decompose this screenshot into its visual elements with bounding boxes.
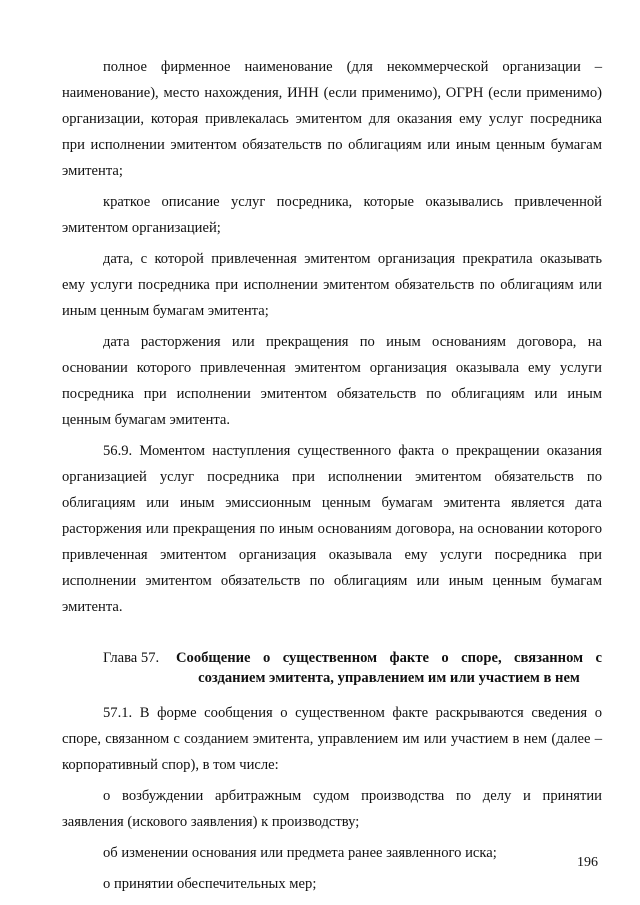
chapter-heading: [62, 648, 602, 688]
chapter-label: Глава 57.: [103, 650, 160, 666]
document-page: [62, 54, 602, 902]
list-item-proceedings: о возбуждении арбитражным судом производства по делу и принятии заявления (искового заявления) к производству;: [62, 788, 602, 830]
list-item-claim-change: об изменении основания или предмета ранее заявленного иска;: [103, 845, 497, 861]
paragraph-contract-termination: дата расторжения или прекращения по иным основаниям договора, на основании которого привлеченная эмитентом организация оказывала ему услуги посредника при исполнении эмитентом обязательств по облигациям или иным ценным бумагам эмитента.: [62, 334, 602, 428]
paragraph-service-description: краткое описание услуг посредника, которые оказывались привлеченной эмитентом организацией;: [62, 194, 602, 236]
paragraph-56-9: 56.9. Моментом наступления существенного факта о прекращении оказания организацией услуг посредника при исполнении эмитентом обязательств по облигациям или иным эмиссионным ценным бумагам эмитента является дата расторжения или прекращения по иным основаниям договора, на основании которого привлеченная эмитентом организация оказывала ему услуги посредника при исполнении эмитентом обязательств по облигациям или иным ценным бумагам эмитента.: [62, 443, 602, 615]
chapter-title: Сообщение о существенном факте о споре, связанном с созданием эмитента, управлением им или участием в нем: [176, 650, 602, 686]
paragraph-termination-date: дата, с которой привлеченная эмитентом организация прекратила оказывать ему услуги посредника при исполнении эмитентом обязательств по облигациям или иным ценным бумагам эмитента;: [62, 251, 602, 319]
paragraph-company-name: полное фирменное наименование (для некоммерческой организации – наименование), место нахождения, ИНН (если применимо), ОГРН (если применимо) организации, которая привлекалась эмитентом для оказания ему услуг посредника при исполнении эмитентом обязательств по облигациям или иным ценным бумагам эмитента;: [62, 59, 602, 179]
paragraph-57-1: 57.1. В форме сообщения о существенном факте раскрываются сведения о споре, связанном с созданием эмитента, управлением им или участием в нем (далее – корпоративный спор), в том числе:: [62, 705, 602, 773]
list-item-interim-measures: о принятии обеспечительных мер;: [103, 876, 317, 892]
page-number: 196: [577, 855, 598, 870]
